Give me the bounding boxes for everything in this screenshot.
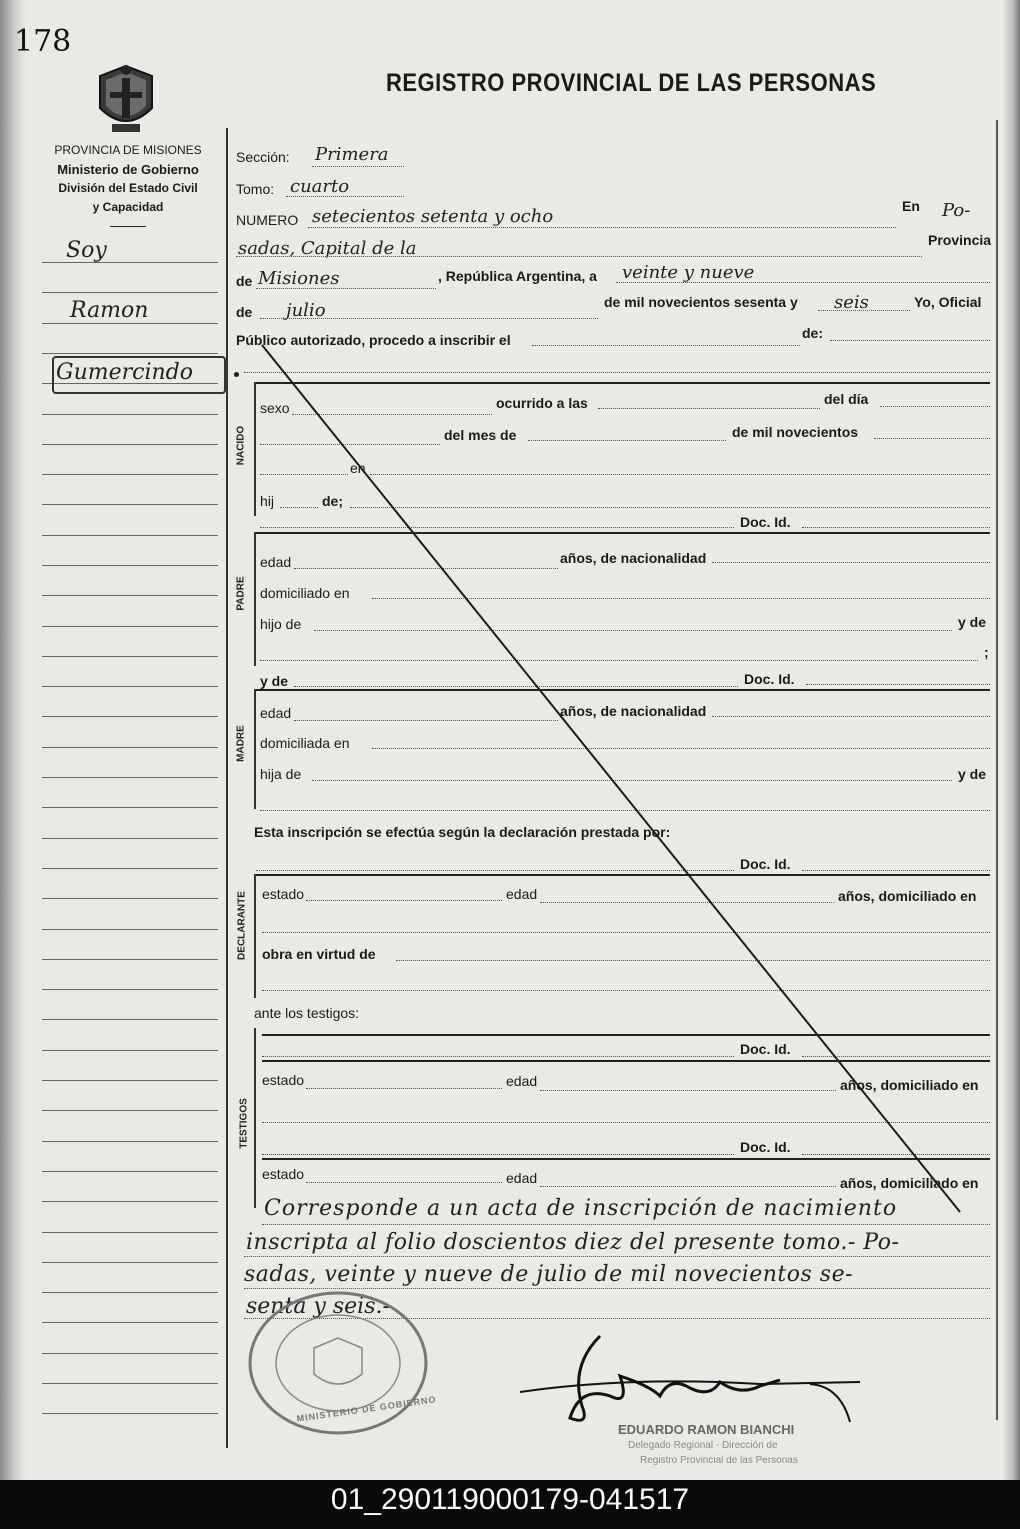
de2-label: de — [236, 304, 253, 320]
testigo2-estado: estado — [262, 1166, 305, 1182]
padre-doc: Doc. Id. — [744, 671, 795, 687]
testigo1-anos: años, domiciliado en — [840, 1077, 979, 1093]
month-value: julio — [286, 300, 326, 321]
year-label: de mil novecientos sesenta y — [604, 294, 798, 310]
tomo-label: Tomo: — [236, 181, 275, 197]
padre-domiciliado: domiciliado en — [260, 585, 350, 601]
declarante-anos: años, domiciliado en — [838, 888, 977, 904]
numero-label: NUMERO — [236, 212, 299, 228]
margin-first-name: Ramon — [70, 298, 149, 323]
signature-icon — [510, 1326, 870, 1436]
year-value: seis — [834, 292, 869, 313]
padre-yde2: y de — [260, 673, 289, 689]
testigo2-edad: edad — [506, 1170, 538, 1186]
declarante-edad: edad — [506, 886, 538, 902]
padre-anos: años, de nacionalidad — [560, 550, 707, 566]
declarante-obra: obra en virtud de — [262, 946, 376, 962]
oficial-label: Yo, Oficial — [914, 294, 982, 310]
nacido-del-dia: del día — [824, 391, 869, 407]
numero-value: setecientos setenta y ocho — [312, 206, 554, 227]
agency-capacity: y Capacidad — [92, 200, 164, 214]
padre-hijo: hijo de — [260, 616, 302, 632]
testigo1-doc: Doc. Id. — [740, 1041, 791, 1057]
publico-label: Público autorizado, procedo a inscribir el — [236, 332, 511, 348]
nacido-sexo: sexo — [260, 400, 290, 416]
agency-ministry: Ministerio de Gobierno — [57, 162, 199, 177]
republica-label: , República Argentina, a — [438, 268, 597, 284]
testigo1-edad: edad — [506, 1073, 538, 1089]
testigos-label: TESTIGOS — [238, 1098, 250, 1149]
page-number: 178 — [14, 24, 72, 59]
de3-label: de: — [802, 325, 823, 341]
stamp-name: EDUARDO RAMON BIANCHI — [618, 1422, 795, 1437]
seccion-label: Sección: — [236, 149, 290, 165]
testigo2-doc: Doc. Id. — [740, 1139, 791, 1155]
en-value: Po- — [942, 200, 971, 221]
madre-yde: y de — [958, 766, 987, 782]
madre-label: MADRE — [235, 725, 247, 762]
madre-anos: años, de nacionalidad — [560, 703, 707, 719]
note-line-3: sadas, veinte y nueve de julio de mil novecientos se- — [244, 1262, 854, 1287]
place-value: sadas, Capital de la — [238, 238, 417, 259]
nacido-doc: Doc. Id. — [740, 514, 791, 530]
nacido-del-mes: del mes de — [444, 427, 517, 443]
declarante-label: DECLARANTE — [236, 891, 248, 960]
madre-domiciliada: domiciliada en — [260, 735, 350, 751]
nacido-label: NACIDO — [235, 425, 247, 466]
provincia-label: Provincia — [928, 232, 992, 248]
note-line-1: Corresponde a un acta de inscripción de nacimiento — [264, 1196, 898, 1221]
padre-label: PADRE — [235, 576, 247, 611]
testigo2-anos: años, domiciliado en — [840, 1175, 979, 1191]
testigo1-estado: estado — [262, 1072, 305, 1088]
madre-edad: edad — [260, 705, 292, 721]
document-id-caption: 01_290119000179-041517 — [0, 1480, 1020, 1529]
seccion-value: Primera — [315, 144, 389, 165]
tomo-value: cuarto — [290, 176, 350, 197]
agency-province: PROVINCIA DE MISIONES — [54, 143, 202, 157]
padre-edad: edad — [260, 554, 292, 570]
testigos-intro: ante los testigos: — [254, 1005, 360, 1021]
nacido-hij: hij — [260, 493, 275, 509]
margin-surname: Soy — [66, 238, 107, 263]
nacido-de: de; — [322, 493, 343, 509]
stamp-agency: Registro Provincial de las Personas — [640, 1455, 798, 1466]
margin-second-name: Gumercindo — [56, 360, 193, 385]
note-line-4: senta y seis.- — [246, 1294, 390, 1319]
seal-text: MINISTERIO DE GOBIERNO — [295, 1394, 438, 1424]
note-line-2: inscripta al folio doscientos diez del presente tomo.- Po- — [246, 1230, 900, 1255]
province-value: Misiones — [258, 268, 340, 289]
declaracion-doc: Doc. Id. — [740, 856, 791, 872]
padre-yde: y de — [958, 614, 987, 630]
madre-hija: hija de — [260, 766, 302, 782]
page-title: REGISTRO PROVINCIAL DE LAS PERSONAS — [386, 68, 877, 97]
stamp-title: Delegado Regional - Dirección de — [628, 1440, 778, 1451]
nacido-ocurrido: ocurrido a las — [496, 395, 588, 411]
padre-semicolon: ; — [984, 644, 989, 660]
nacido-mil-novecientos: de mil novecientos — [732, 424, 859, 440]
day-value: veinte y nueve — [622, 262, 755, 283]
de-label: de — [236, 273, 253, 289]
declaracion-text: Esta inscripción se efectúa según la declaración prestada por: — [254, 824, 671, 840]
agency-division: División del Estado Civil — [58, 181, 198, 195]
nacido-en: en — [350, 460, 366, 476]
declarante-estado: estado — [262, 886, 305, 902]
en-label: En — [902, 198, 920, 214]
